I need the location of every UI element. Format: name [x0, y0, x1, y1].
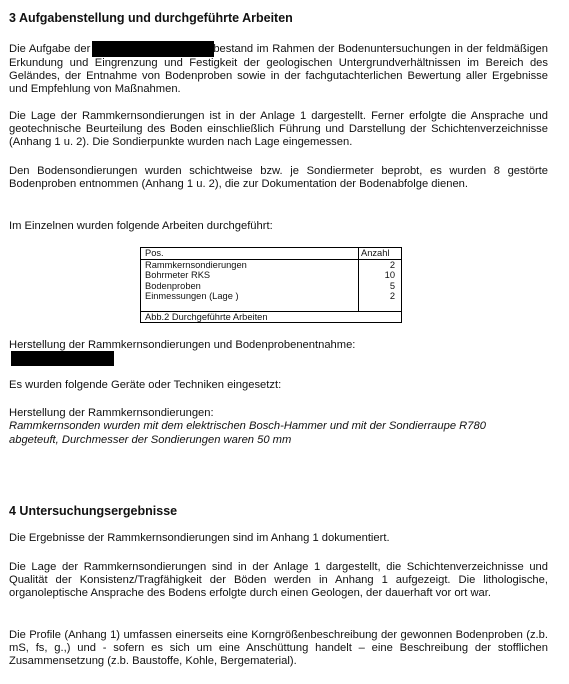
redaction-bar	[92, 41, 214, 57]
table-cell-pos: Bohrmeter RKS	[141, 270, 359, 281]
table-cell-anzahl: 2	[359, 291, 402, 302]
table-cell-anzahl: 2	[359, 259, 402, 270]
works-table	[140, 247, 402, 323]
section-3-heading: 3 Aufgabenstellung und durchgeführte Arbeiten	[9, 11, 293, 25]
table-row	[141, 270, 402, 281]
paragraph-1-rest: bestand im Rahmen der Bodenuntersuchungen in der feldmäßigen Erkundung und Eingrenzung und Festigkeit der geologischen Untergrundverhältnissen im Bereich des Geländes, der Entnahme von Bodenproben sowie in der fachgutachterlichen Bewertung aller Ergebnisse und Empfehlung von Maßnahmen.	[9, 42, 548, 96]
table-header-row	[141, 248, 402, 260]
table-cell-pos: Bodenproben	[141, 281, 359, 292]
table-cell-pos: Rammkernsondierungen	[141, 259, 359, 270]
equipment-description-line-2: abgeteuft, Durchmesser der Sondierungen waren 50 mm	[9, 434, 292, 446]
table-row	[141, 259, 402, 270]
section-3-paragraph-1	[9, 41, 548, 96]
table-caption-row	[141, 311, 402, 323]
section-3-paragraph-6: Es wurden folgende Geräte oder Techniken eingesetzt:	[9, 379, 282, 391]
column-header-pos: Pos.	[141, 248, 359, 260]
table-cell-anzahl: 5	[359, 281, 402, 292]
redaction-bar	[11, 351, 114, 366]
section-3-paragraph-4: Im Einzelnen wurden folgende Arbeiten durchgeführt:	[9, 220, 273, 232]
column-header-anzahl: Anzahl	[359, 248, 402, 260]
section-3-paragraph-2: Die Lage der Rammkernsondierungen ist in der Anlage 1 dargestellt. Ferner erfolgte die Ansprache und geotechnische Beurteilung des Boden einschließlich Führung und Darstellung der Schichtenverzeichnisse (Anhang 1 u. 2). Die Sondierpunkte wurden nach Lage eingemessen.	[9, 110, 548, 149]
paragraph-1-start: Die Aufgabe der	[9, 42, 91, 55]
section-4-paragraph-3: Die Profile (Anhang 1) umfassen einerseits eine Korngrößenbeschreibung der gewonnen Bodenproben (z.b. mS, fs, g.,) und - sofern es sich um eine Anschüttung handelt – eine Beschreibung der stofflichen Zusammensetzung (z.b. Baustoffe, Kohle, Bergematerial).	[9, 629, 548, 668]
table-cell-pos: Einmessungen (Lage )	[141, 291, 359, 302]
table-row	[141, 281, 402, 292]
table-row	[141, 291, 402, 302]
section-4-paragraph-2: Die Lage der Rammkernsondierungen sind in der Anlage 1 dargestellt, die Schichtenverzeichnisse und Qualität der Konsistenz/Tragfähigkeit der Böden werden in Anhang 1 aufgezeigt. Die lithologische, organoleptische Ansprache des Bodens erfolgte durch einen Geologen, der dauerhaft vor ort war.	[9, 561, 548, 600]
section-4-heading: 4 Untersuchungsergebnisse	[9, 504, 178, 518]
section-3-paragraph-7: Herstellung der Rammkernsondierungen:	[9, 407, 214, 419]
table-caption: Abb.2 Durchgeführte Arbeiten	[141, 311, 402, 323]
section-4-paragraph-1: Die Ergebnisse der Rammkernsondierungen sind im Anhang 1 dokumentiert.	[9, 532, 390, 544]
table-cell-anzahl: 10	[359, 270, 402, 281]
section-3-paragraph-3: Den Bodensondierungen wurden schichtweise bzw. je Sondiermeter beprobt, es wurden 8 gestörte Bodenproben entnommen (Anhang 1 u. 2), die zur Dokumentation der Bodenabfolge dienen.	[9, 165, 548, 191]
equipment-description-line-1: Rammkernsonden wurden mit dem elektrischen Bosch-Hammer und mit der Sondierraupe R780	[9, 420, 486, 432]
section-3-paragraph-5: Herstellung der Rammkernsondierungen und Bodenprobenentnahme:	[9, 339, 356, 351]
table-spacer-row	[141, 302, 402, 312]
